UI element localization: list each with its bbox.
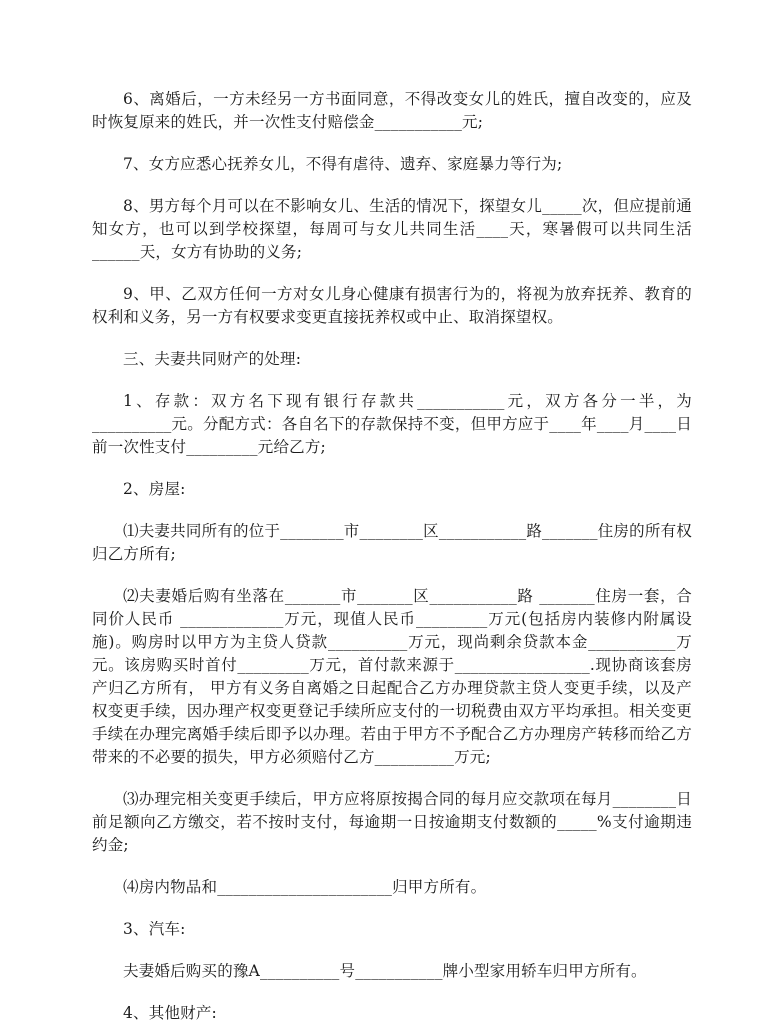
clause-car-heading: 3、汽车: bbox=[123, 920, 186, 938]
clause-deposits: 1、存款：双方名下现有银行存款共___________元，双方各分一半，为__________元。分配方式：各自名下的存款保持不变，但甲方应于____年____月____日前一次性支付_________元给乙方; bbox=[92, 392, 692, 456]
clause-housing-4: ⑷房内物品和______________________归甲方所有。 bbox=[123, 878, 487, 896]
clause-9: 9、甲、乙双方任何一方对女儿身心健康有损害行为的，将视为放弃抚养、教育的权利和义务，另一方有权要求变更直接抚养权或中止、取消探望权。 bbox=[92, 285, 692, 326]
clause-housing-3: ⑶办理完相关变更手续后，甲方应将原按揭合同的每月应交款项在每月________日前足额向乙方缴交，若不按时支付，每逾期一日按逾期支付数额的_____%支付逾期违约金; bbox=[92, 790, 692, 854]
clause-car: 夫妻婚后购买的豫A__________号___________牌小型家用轿车归甲方所有。 bbox=[123, 962, 647, 980]
section-heading-property: 三、夫妻共同财产的处理: bbox=[123, 350, 302, 368]
clause-housing-1: ⑴夫妻共同所有的位于________市________区___________路_______住房的所有权归乙方所有; bbox=[92, 522, 692, 563]
clause-other-property-heading: 4、其他财产: bbox=[123, 1004, 217, 1022]
clause-7: 7、女方应悉心抚养女儿，不得有虐待、遗弃、家庭暴力等行为; bbox=[123, 155, 563, 173]
clause-housing-2: ⑵夫妻婚后购有坐落在_______市_______区___________路 _______住房一套，合同价人民币 _____________万元，现值人民币_________万元(包括房内装修内附属设施)。购房时以甲方为主贷人贷款__________万元，现尚剩余贷款本金___________万元。该房购买时首付_________万元，首付款来源于_________________.现协商该套房产归乙方所有， 甲方有义务自离婚之日起配合乙方办理贷款主贷人变更手续，以及产权变更手续，因办理产权变更登记手续所应支付的一切税费由双方平均承担。相关变更手续在办理完离婚手续后即予以办理。若由于甲方不予配合乙方办理房产转移而给乙方带来的不必要的损失，甲方必须赔付乙方__________万元; bbox=[92, 587, 692, 766]
clause-6: 6、离婚后，一方未经另一方书面同意，不得改变女儿的姓氏，擅自改变的，应及时恢复原来的姓氏，并一次性支付赔偿金___________元; bbox=[92, 90, 692, 131]
clause-housing-heading: 2、房屋: bbox=[123, 480, 186, 498]
clause-8: 8、男方每个月可以在不影响女儿、生活的情况下，探望女儿_____次，但应提前通知女方，也可以到学校探望，每周可与女儿共同生活____天，寒暑假可以共同生活______天，女方有协助的义务; bbox=[92, 197, 692, 261]
